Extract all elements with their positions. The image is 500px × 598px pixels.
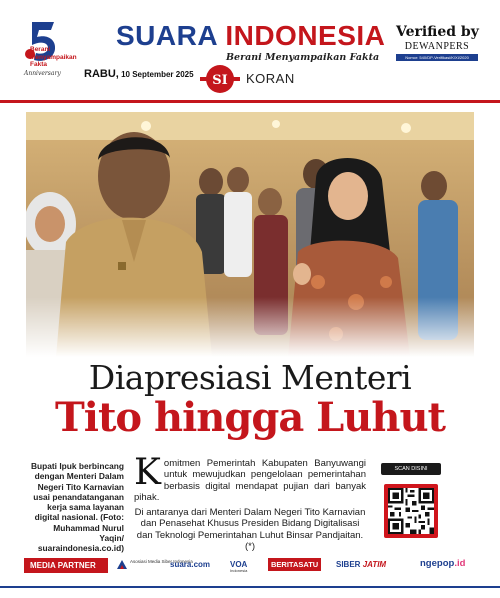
- media-partner-bar: [0, 554, 500, 580]
- verified-cert-number: Nomor: 540/DP-Verifikasi/K/XI/2020: [396, 54, 478, 61]
- partner-logo-siberjatim[interactable]: [336, 560, 386, 569]
- lead-photo-illustration: [26, 112, 474, 357]
- anniversary-tagline: Berani Menyampaikan Fakta: [30, 46, 77, 68]
- verified-title: Verified by: [396, 24, 479, 40]
- edition-label: KORAN: [246, 71, 295, 86]
- partner-siber-text: SIBER: [336, 560, 361, 569]
- partner-ngepop-suffix: .id: [454, 558, 466, 569]
- article-paragraph-1-text: omitmen Pemerintah Kabupaten Banyuwangi untuk mewujudkan pengelolaan pemerintahan berbasis digital mendapat pujian dari banyak pihak.: [134, 458, 366, 503]
- partner-voa-text: VOA: [230, 560, 248, 569]
- publication-tagline: Berani Menyampaikan Fakta: [226, 52, 380, 63]
- headline-line-2: Tito hingga Luhut: [54, 394, 446, 441]
- publication-name-indonesia: INDONESIA: [225, 20, 386, 51]
- partner-amsi-text: Asosiasi Media Siber Indonesia: [130, 559, 193, 564]
- media-partner-flag: [100, 558, 108, 573]
- partner-jatim-text: JATIM: [362, 560, 387, 569]
- photo-caption: Bupati Ipuk berbincang dengan Menteri Dalam Negeri Tito Karnavian usai penandatanganan kerja sama layanan digital nasional. (Foto: Muhammad Nurul Yaqin/ suaraindonesia.co.id): [30, 461, 124, 554]
- dateline-day: RABU,: [84, 68, 119, 80]
- verified-badge: [396, 24, 478, 64]
- article-body: [134, 452, 366, 553]
- anniversary-script: Anniversary: [24, 70, 61, 77]
- si-logo-icon: [200, 64, 240, 94]
- header-divider: [0, 100, 500, 103]
- partner-logo-ngepop[interactable]: [420, 558, 465, 569]
- partner-voa-sub: Indonesia: [230, 568, 248, 573]
- masthead-header: [0, 0, 500, 100]
- dateline-date: 10 September 2025: [121, 70, 194, 79]
- qr-code-icon: [388, 488, 434, 534]
- anniversary-logo: [22, 20, 92, 80]
- si-logo-text: SI: [212, 73, 228, 88]
- publication-name-suara: SUARA: [116, 20, 218, 51]
- scan-label: SCAN DISINI: [381, 463, 441, 475]
- footer-divider: [0, 586, 500, 588]
- partner-ngepop-text: ngepop: [420, 558, 455, 569]
- article-dropcap: K: [134, 452, 161, 493]
- publication-name[interactable]: [116, 20, 386, 54]
- article-paragraph-1: [134, 452, 366, 503]
- amsi-icon: [116, 559, 128, 571]
- partner-logo-voa[interactable]: [230, 560, 247, 573]
- qr-code[interactable]: [384, 484, 438, 538]
- headline-line-1: Diapresiasi Menteri: [88, 358, 412, 397]
- article-paragraph-2: Di antaranya dari Menteri Dalam Negeri Tito Karnavian dan Penasehat Khusus Presiden Bidang Digitalisasi dan Teknologi Pemerintahan Luhut Binsar Pandjaitan. (*): [134, 507, 366, 553]
- partner-logo-beritasatu[interactable]: BERITASATU: [268, 558, 321, 571]
- verified-org: DEWANPERS: [404, 41, 470, 52]
- partner-logo-suara[interactable]: suara.com: [170, 560, 211, 569]
- lead-photo[interactable]: [26, 112, 474, 357]
- dateline: [84, 68, 194, 80]
- media-partner-label: MEDIA PARTNER: [24, 558, 108, 573]
